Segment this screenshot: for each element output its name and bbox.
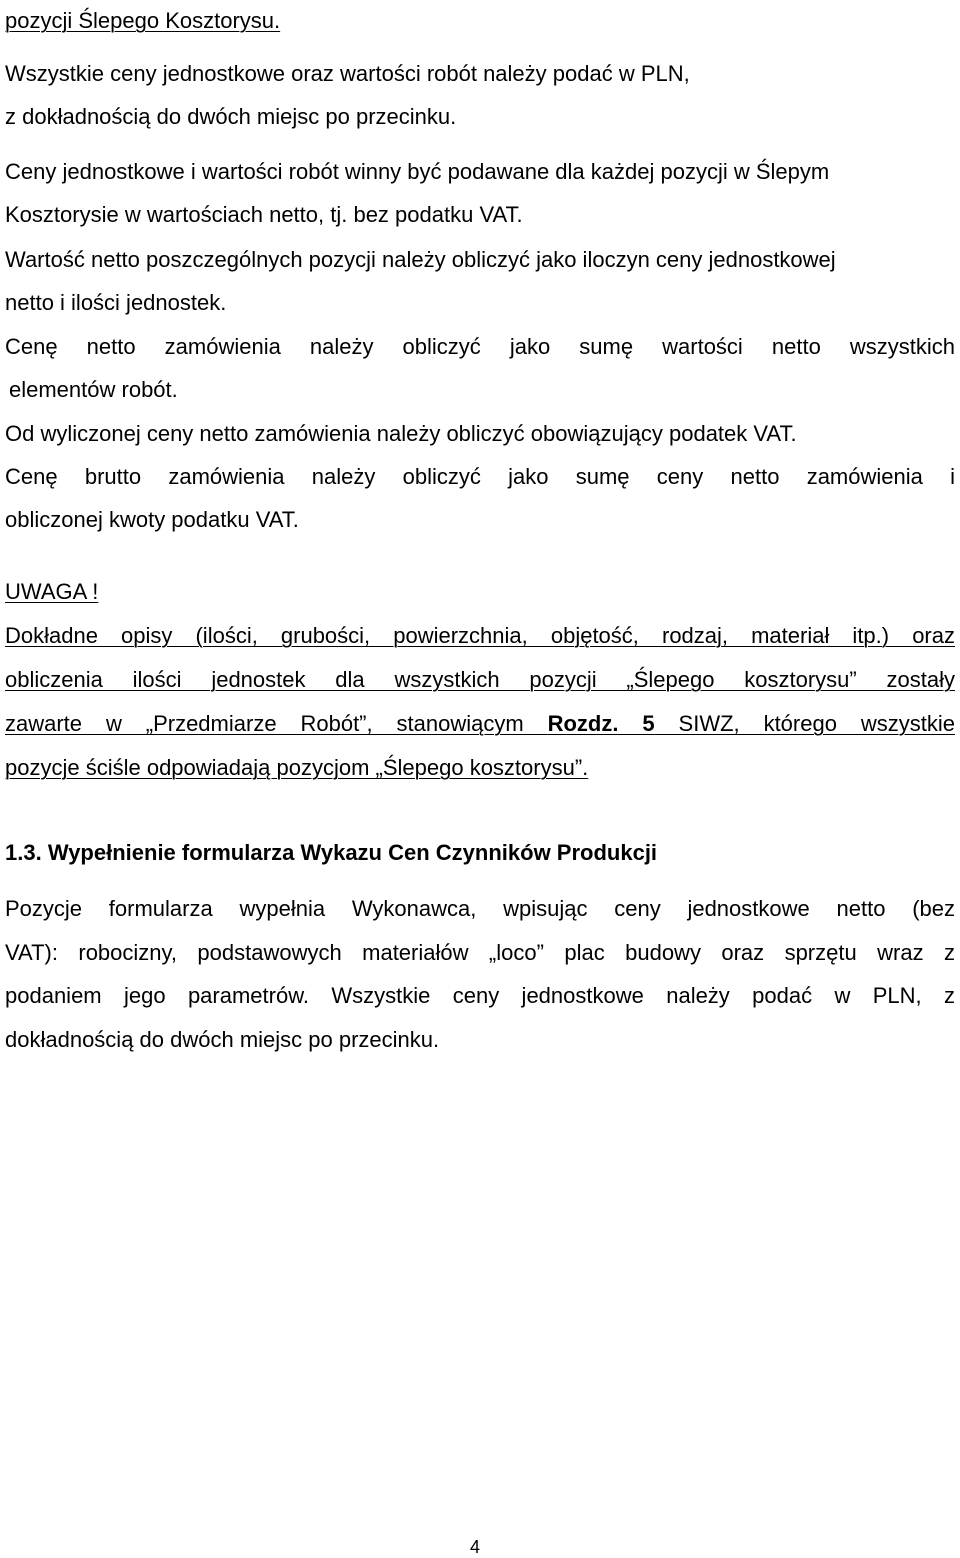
- paragraph-line: Cenę netto zamówienia należy obliczyć jako sumę wartości netto wszystkich: [5, 334, 955, 359]
- paragraph-line: elementów robót.: [9, 377, 178, 402]
- paragraph-line: Wartość netto poszczególnych pozycji należy obliczyć jako iloczyn ceny jednostkowej: [5, 247, 836, 272]
- paragraph-value-calculation: [5, 238, 955, 324]
- section-heading: [5, 837, 955, 869]
- paragraph-line: obliczenia ilości jednostek dla wszystkich pozycji „Ślepego kosztorysu” zostały: [5, 667, 955, 692]
- paragraph-line: [5, 702, 955, 746]
- paragraph-order-net-price: [5, 325, 955, 411]
- section-title: Wypełnienie formularza Wykazu Cen Czynników Produkcji: [47, 840, 658, 865]
- warning-paragraph: [5, 614, 955, 790]
- paragraph-vat: [5, 412, 955, 455]
- paragraph-line: [5, 746, 955, 790]
- paragraph-line: VAT): robocizny, podstawowych materiałów „loco” plac budowy oraz sprzętu wraz z: [5, 939, 955, 965]
- bold-reference: Rozdz. 5: [547, 711, 655, 736]
- text-segment: zawarte w „Przedmiarze Robót”, stanowiącym: [5, 711, 548, 736]
- paragraph-net-values: [5, 150, 955, 236]
- page-number: 4: [470, 1537, 481, 1557]
- paragraph-gross-price: [5, 455, 955, 541]
- paragraph-line: Cenę brutto zamówienia należy obliczyć jako sumę ceny netto zamówienia i: [5, 464, 955, 489]
- paragraph-currency: [5, 52, 955, 138]
- paragraph-line: z dokładnością do dwóch miejsc po przecinku.: [5, 104, 457, 129]
- paragraph-line: dokładnością do dwóch miejsc po przecinku.: [5, 1026, 440, 1052]
- text-segment: SIWZ, którego wszystkie: [654, 711, 955, 736]
- warning-label: [5, 570, 955, 614]
- paragraph-line: Pozycje formularza wypełnia Wykonawca, wpisując ceny jednostkowe netto (bez: [5, 896, 955, 921]
- section-paragraph: [5, 887, 955, 1061]
- warning-label-text: UWAGA !: [5, 579, 99, 604]
- paragraph-line: Od wyliczonej ceny netto zamówienia należy obliczyć obowiązujący podatek VAT.: [5, 421, 797, 446]
- paragraph-line: Dokładne opisy (ilości, grubości, powierzchnia, objętość, rodzaj, materiał itp.) oraz: [5, 623, 955, 648]
- paragraph-line: Wszystkie ceny jednostkowe oraz wartości robót należy podać w PLN,: [5, 61, 690, 86]
- paragraph-line: obliczonej kwoty podatku VAT.: [5, 507, 299, 532]
- paragraph-line: Ceny jednostkowe i wartości robót winny być podawane dla każdej pozycji w Ślepym: [5, 159, 830, 184]
- paragraph-line: netto i ilości jednostek.: [5, 290, 227, 315]
- paragraph-line: Kosztorysie w wartościach netto, tj. bez podatku VAT.: [5, 202, 523, 227]
- paragraph-line: podaniem jego parametrów. Wszystkie ceny jednostkowe należy podać w PLN, z: [5, 983, 955, 1008]
- continuation-line: [5, 0, 955, 42]
- section-number: 1.3.: [5, 840, 42, 865]
- underlined-text: pozycje ściśle odpowiadają pozycjom „Ślepego kosztorysu”.: [5, 755, 589, 780]
- underlined-text: pozycji Ślepego Kosztorysu.: [5, 8, 281, 33]
